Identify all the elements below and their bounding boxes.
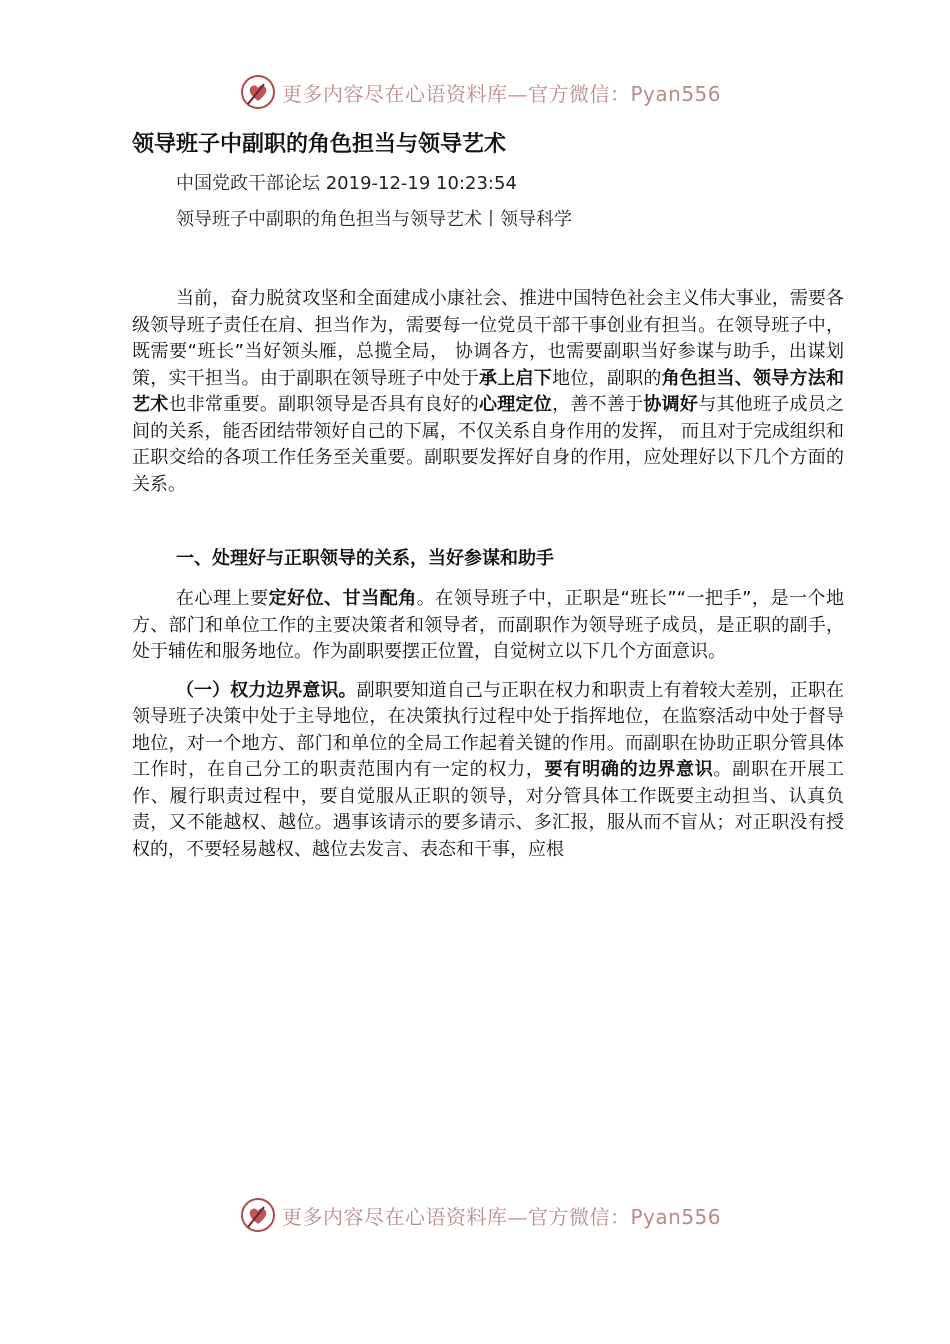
heart-quill-logo-icon <box>240 1197 276 1233</box>
article-subtitle: 领导班子中副职的角色担当与领导艺术丨领导科学 <box>176 209 572 230</box>
article-source-line: 中国党政干部论坛 2019-12-19 10:23:54 <box>176 173 517 194</box>
watermark-banner-top <box>240 72 721 112</box>
watermark-banner-bottom <box>240 1195 721 1235</box>
article-title: 领导班子中副职的角色担当与领导艺术 <box>132 132 507 157</box>
watermark-text: 更多内容尽在心语资料库—官方微信：Pyan556 <box>282 81 722 106</box>
heart-quill-logo-icon <box>240 74 276 110</box>
body-paragraph: 在心理上要定好位、甘当配角。在领导班子中，正职是“班长”“一把手”，是一个地方、部门和单位工作的主要决策者和领导者，而副职作为领导班子成员，是正职的副手，处于辅佐和服务地位。作为副职要摆正位置，自觉树立以下几个方面意识。 <box>132 588 845 662</box>
watermark-text: 更多内容尽在心语资料库—官方微信：Pyan556 <box>282 1204 722 1229</box>
body-paragraph: （一）权力边界意识。副职要知道自己与正职在权力和职责上有着较大差别，正职在领导班子决策中处于主导地位，在决策执行过程中处于指挥地位，在监察活动中处于督导地位，对一个地方、部门和单位的全局工作起着关键的作用。而副职在协助正职分管具体工作时，在自己分工的职责范围内有一定的权力，要有明确的边界意识。副职在开展工作、履行职责过程中，要自觉服从正职的领导，对分管具体工作既要主动担当、认真负责，又不能越权、越位。遇事该请示的要多请示、多汇报，服从而不盲从；对正职没有授权的，不要轻易越权、越位去发言、表态和干事，应根 <box>132 679 845 860</box>
article <box>132 128 844 863</box>
section-heading: 一、处理好与正职领导的关系，当好参谋和助手 <box>176 548 554 569</box>
intro-paragraph: 当前，奋力脱贫攻坚和全面建成小康社会、推进中国特色社会主义伟大事业，需要各级领导班子责任在肩、担当作为，需要每一位党员干部干事创业有担当。在领导班子中，既需要“班长”当好领头雁，总揽全局， 协调各方，也需要副职当好参谋与助手，出谋划策，实干担当。由于副职在领导班子中处于承上启下地位，副职的角色担当、领导方法和艺术也非常重要。副职领导是否具有良好的心理定位，善不善于协调好与其他班子成员之间的关系，能否团结带领好自己的下属，不仅关系自身作用的发挥， 而且对于完成组织和正职交给的各项工作任务至关重要。副职要发挥好自身的作用，应处理好以下几个方面的关系。 <box>132 288 845 495</box>
